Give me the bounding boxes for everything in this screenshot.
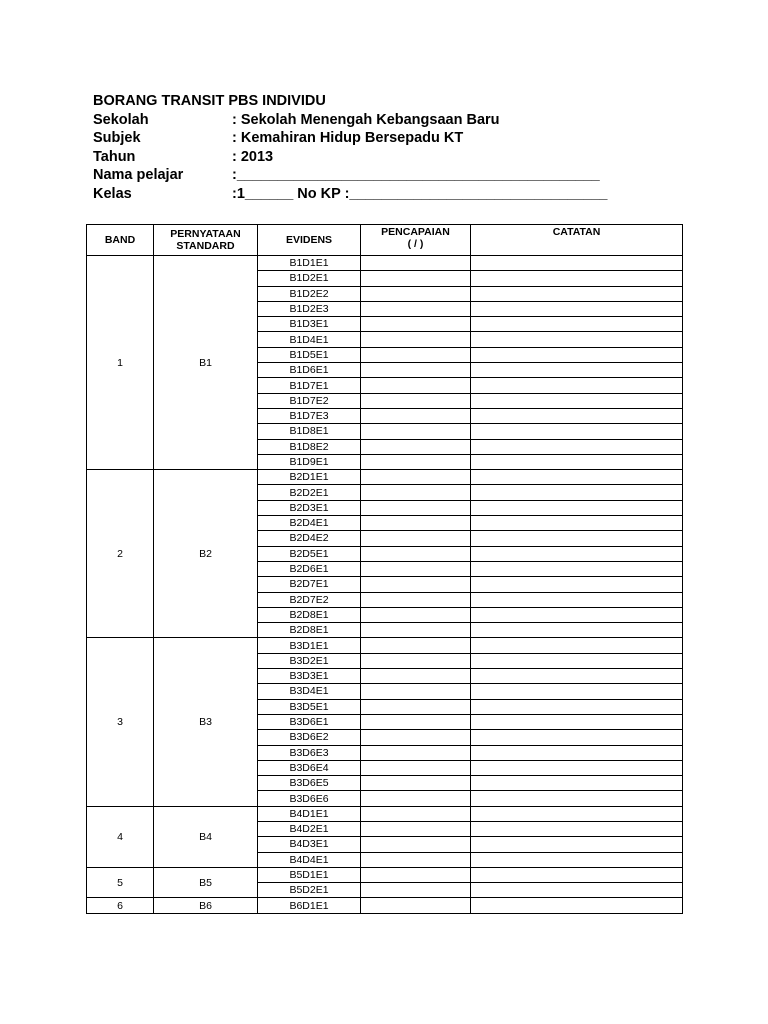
catatan-cell[interactable]: [471, 256, 683, 271]
catatan-cell[interactable]: [471, 439, 683, 454]
evidens-cell: B2D8E1: [258, 607, 361, 622]
catatan-cell[interactable]: [471, 317, 683, 332]
catatan-cell[interactable]: [471, 408, 683, 423]
catatan-cell[interactable]: [471, 883, 683, 898]
pencapaian-cell[interactable]: [361, 393, 471, 408]
column-header-catatan: CATATAN: [471, 225, 683, 256]
pencapaian-cell[interactable]: [361, 516, 471, 531]
catatan-cell[interactable]: [471, 271, 683, 286]
evidens-cell: B3D4E1: [258, 684, 361, 699]
field-sekolah: [93, 111, 653, 130]
pencapaian-cell[interactable]: [361, 653, 471, 668]
band-cell: 2: [87, 470, 154, 638]
pencapaian-cell[interactable]: [361, 454, 471, 469]
field-value: :1______ No KP :________________________________: [232, 185, 608, 202]
table-row: [87, 638, 683, 653]
evidens-cell: B3D6E4: [258, 760, 361, 775]
field-label: Kelas: [93, 185, 132, 202]
evidens-cell: B4D1E1: [258, 806, 361, 821]
band-cell: 1: [87, 256, 154, 470]
evidens-cell: B4D3E1: [258, 837, 361, 852]
standard-cell: B6: [154, 898, 258, 913]
evidens-cell: B3D6E2: [258, 730, 361, 745]
evidens-cell: B1D6E1: [258, 363, 361, 378]
evidens-cell: B1D1E1: [258, 256, 361, 271]
catatan-cell[interactable]: [471, 424, 683, 439]
catatan-cell[interactable]: [471, 516, 683, 531]
band-cell: 3: [87, 638, 154, 806]
table-body: [87, 256, 683, 914]
evidens-cell: B1D8E1: [258, 424, 361, 439]
evidens-cell: B6D1E1: [258, 898, 361, 913]
pencapaian-cell[interactable]: [361, 699, 471, 714]
catatan-cell[interactable]: [471, 454, 683, 469]
pencapaian-cell[interactable]: [361, 363, 471, 378]
evidens-cell: B3D6E3: [258, 745, 361, 760]
pencapaian-cell[interactable]: [361, 271, 471, 286]
standard-cell: B1: [154, 256, 258, 470]
evidens-cell: B5D1E1: [258, 867, 361, 882]
pencapaian-cell[interactable]: [361, 638, 471, 653]
field-subjek: [93, 129, 653, 148]
field-value: :_____________________________________________: [232, 167, 600, 183]
catatan-cell[interactable]: [471, 684, 683, 699]
pencapaian-cell[interactable]: [361, 837, 471, 852]
pencapaian-cell[interactable]: [361, 852, 471, 867]
field-value: : 2013: [232, 148, 274, 165]
pencapaian-cell[interactable]: [361, 867, 471, 882]
catatan-cell[interactable]: [471, 485, 683, 500]
table-row: [87, 898, 683, 913]
catatan-cell[interactable]: [471, 837, 683, 852]
form-title: BORANG TRANSIT PBS INDIVIDU: [93, 93, 326, 109]
band-cell: 6: [87, 898, 154, 913]
evidens-cell: B1D2E1: [258, 271, 361, 286]
evidens-cell: B2D5E1: [258, 546, 361, 561]
pencapaian-cell[interactable]: [361, 669, 471, 684]
pencapaian-cell[interactable]: [361, 776, 471, 791]
field-value: : Kemahiran Hidup Bersepadu KT: [232, 130, 464, 146]
pencapaian-cell[interactable]: [361, 821, 471, 836]
evidens-cell: B3D6E5: [258, 776, 361, 791]
evidens-cell: B3D3E1: [258, 669, 361, 684]
evidens-cell: B1D9E1: [258, 454, 361, 469]
evidens-cell: B3D6E1: [258, 714, 361, 729]
catatan-cell[interactable]: [471, 546, 683, 561]
field-value: : Sekolah Menengah Kebangsaan Baru: [232, 111, 500, 128]
pencapaian-cell[interactable]: [361, 898, 471, 913]
evidens-cell: B3D6E6: [258, 791, 361, 806]
catatan-cell[interactable]: [471, 378, 683, 393]
field-nama-pelajar: [93, 166, 653, 185]
evidens-cell: B2D4E1: [258, 516, 361, 531]
pencapaian-cell[interactable]: [361, 745, 471, 760]
pencapaian-cell[interactable]: [361, 791, 471, 806]
evidens-cell: B2D3E1: [258, 500, 361, 515]
field-label: Sekolah: [93, 111, 149, 128]
catatan-cell[interactable]: [471, 867, 683, 882]
catatan-cell[interactable]: [471, 531, 683, 546]
field-label: Subjek: [93, 130, 141, 146]
pencapaian-cell[interactable]: [361, 500, 471, 515]
pencapaian-cell[interactable]: [361, 531, 471, 546]
standard-cell: B4: [154, 806, 258, 867]
catatan-cell[interactable]: [471, 347, 683, 362]
standard-cell: B5: [154, 867, 258, 898]
pencapaian-cell[interactable]: [361, 684, 471, 699]
pencapaian-cell[interactable]: [361, 347, 471, 362]
pencapaian-cell[interactable]: [361, 301, 471, 316]
evidens-cell: B1D8E2: [258, 439, 361, 454]
evidens-cell: B2D4E2: [258, 531, 361, 546]
evidens-cell: B1D7E2: [258, 393, 361, 408]
catatan-cell[interactable]: [471, 714, 683, 729]
catatan-cell[interactable]: [471, 561, 683, 576]
evidens-cell: B2D8E1: [258, 623, 361, 638]
evidens-cell: B3D2E1: [258, 653, 361, 668]
catatan-cell[interactable]: [471, 332, 683, 347]
evidens-cell: B1D2E3: [258, 301, 361, 316]
table-row: [87, 806, 683, 821]
column-header-pernyataan-standard: PERNYATAAN STANDARD: [154, 225, 258, 256]
table-row: [87, 470, 683, 485]
catatan-cell[interactable]: [471, 699, 683, 714]
pencapaian-cell[interactable]: [361, 378, 471, 393]
catatan-cell[interactable]: [471, 592, 683, 607]
catatan-cell[interactable]: [471, 898, 683, 913]
pencapaian-cell[interactable]: [361, 317, 471, 332]
catatan-cell[interactable]: [471, 653, 683, 668]
pencapaian-cell[interactable]: [361, 883, 471, 898]
catatan-cell[interactable]: [471, 393, 683, 408]
band-cell: 5: [87, 867, 154, 898]
table-row: [87, 867, 683, 882]
pencapaian-cell[interactable]: [361, 546, 471, 561]
evidens-cell: B3D1E1: [258, 638, 361, 653]
pencapaian-cell[interactable]: [361, 332, 471, 347]
catatan-cell[interactable]: [471, 745, 683, 760]
pencapaian-cell[interactable]: [361, 623, 471, 638]
pencapaian-cell[interactable]: [361, 561, 471, 576]
catatan-cell[interactable]: [471, 363, 683, 378]
catatan-cell[interactable]: [471, 730, 683, 745]
band-cell: 4: [87, 806, 154, 867]
evidens-cell: B2D7E1: [258, 577, 361, 592]
evidens-cell: B2D1E1: [258, 470, 361, 485]
pencapaian-cell[interactable]: [361, 592, 471, 607]
field-tahun: [93, 148, 653, 167]
catatan-cell[interactable]: [471, 760, 683, 775]
table-header-row: [87, 225, 683, 256]
column-header-evidens: EVIDENS: [258, 225, 361, 256]
pencapaian-cell[interactable]: [361, 714, 471, 729]
catatan-cell[interactable]: [471, 607, 683, 622]
evidens-cell: B2D6E1: [258, 561, 361, 576]
catatan-cell[interactable]: [471, 500, 683, 515]
evidens-cell: B2D7E2: [258, 592, 361, 607]
catatan-cell[interactable]: [471, 852, 683, 867]
evidens-cell: B1D7E1: [258, 378, 361, 393]
catatan-cell[interactable]: [471, 286, 683, 301]
catatan-cell[interactable]: [471, 776, 683, 791]
pencapaian-cell[interactable]: [361, 485, 471, 500]
column-header-band: BAND: [87, 225, 154, 256]
pencapaian-cell[interactable]: [361, 470, 471, 485]
standard-cell: B2: [154, 470, 258, 638]
pencapaian-cell[interactable]: [361, 286, 471, 301]
form-header: [93, 92, 653, 203]
evidens-cell: B2D2E1: [258, 485, 361, 500]
catatan-cell[interactable]: [471, 821, 683, 836]
column-header-pencapaian: PENCAPAIAN ( / ): [361, 225, 471, 256]
pencapaian-cell[interactable]: [361, 806, 471, 821]
pencapaian-cell[interactable]: [361, 256, 471, 271]
field-kelas: [93, 185, 653, 204]
catatan-cell[interactable]: [471, 791, 683, 806]
catatan-cell[interactable]: [471, 301, 683, 316]
evidens-cell: B1D3E1: [258, 317, 361, 332]
transit-table: [86, 224, 683, 914]
evidens-cell: B3D5E1: [258, 699, 361, 714]
evidens-cell: B1D4E1: [258, 332, 361, 347]
field-label: Tahun: [93, 148, 136, 165]
pencapaian-cell[interactable]: [361, 439, 471, 454]
pencapaian-cell[interactable]: [361, 424, 471, 439]
pencapaian-cell[interactable]: [361, 760, 471, 775]
catatan-cell[interactable]: [471, 577, 683, 592]
evidens-cell: B1D7E3: [258, 408, 361, 423]
evidens-cell: B5D2E1: [258, 883, 361, 898]
catatan-cell[interactable]: [471, 623, 683, 638]
evidens-cell: B1D5E1: [258, 347, 361, 362]
pencapaian-cell[interactable]: [361, 408, 471, 423]
evidens-cell: B1D2E2: [258, 286, 361, 301]
pencapaian-cell[interactable]: [361, 730, 471, 745]
evidens-cell: B4D2E1: [258, 821, 361, 836]
pencapaian-cell[interactable]: [361, 607, 471, 622]
catatan-cell[interactable]: [471, 470, 683, 485]
standard-cell: B3: [154, 638, 258, 806]
catatan-cell[interactable]: [471, 638, 683, 653]
evidens-cell: B4D4E1: [258, 852, 361, 867]
field-label: Nama pelajar: [93, 167, 184, 183]
table-row: [87, 256, 683, 271]
catatan-cell[interactable]: [471, 806, 683, 821]
catatan-cell[interactable]: [471, 669, 683, 684]
pencapaian-cell[interactable]: [361, 577, 471, 592]
